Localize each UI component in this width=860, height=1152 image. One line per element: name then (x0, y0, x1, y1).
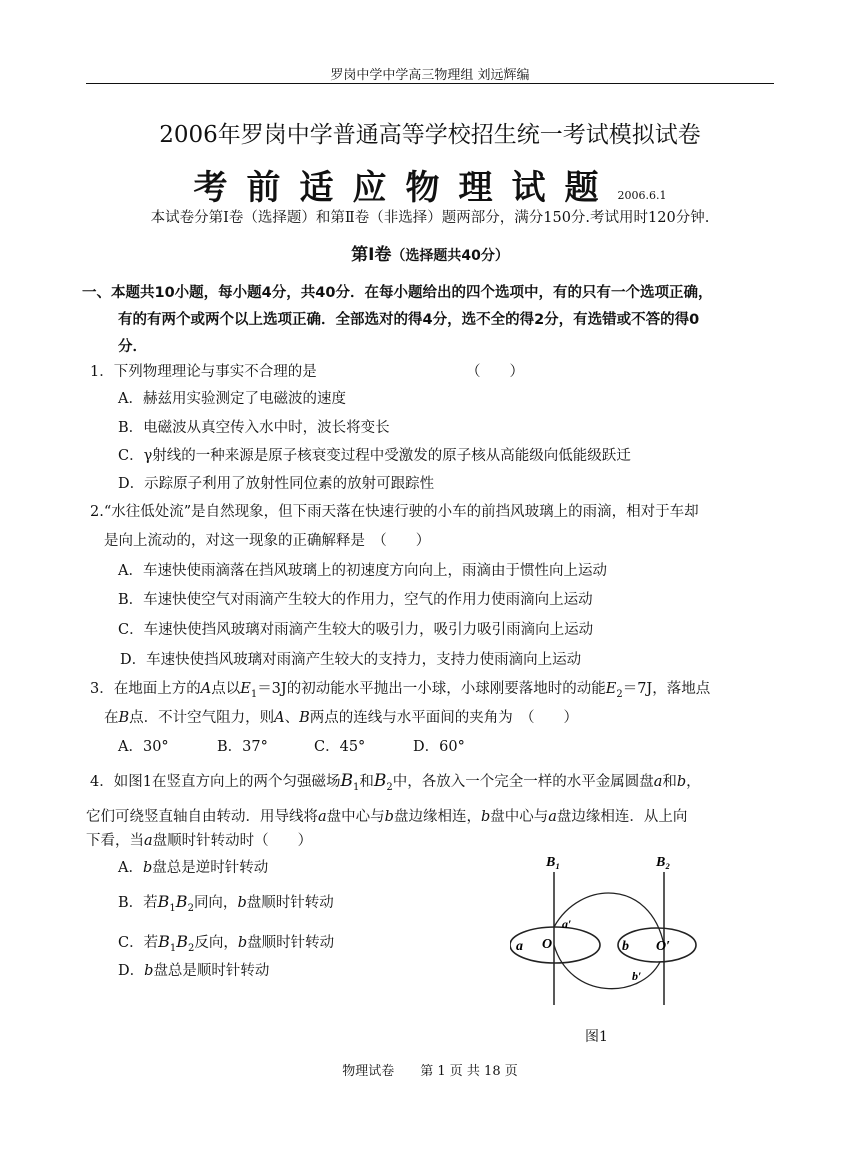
q3-text: 点以 (211, 681, 241, 697)
q3-sub-1: 1 (250, 688, 258, 700)
q4-option-a (118, 858, 268, 878)
q4-sub-2: 2 (188, 942, 195, 954)
q3-text: 3．在地面上方的 (90, 681, 201, 697)
main-title-row (0, 160, 860, 209)
q1-stem (90, 362, 317, 382)
part1-title (0, 240, 860, 265)
section1-line3: 分． (118, 339, 147, 355)
q3-sub-2: 2 (616, 688, 623, 700)
q3-option-d: D．60° (413, 739, 465, 755)
section1-line1: 一、本题共10小题，每小题4分，共40分．在每小题给出的四个选项中，有的只有一个选项正确， (82, 285, 713, 301)
q2-option-c: C．车速快使挡风玻璃对雨滴产生较大的吸引力，吸引力吸引雨滴向上运动 (118, 622, 594, 638)
q4-option-d (118, 961, 269, 981)
q4-disc-b: b (237, 935, 248, 951)
label-o: O (542, 937, 553, 952)
q4-text: 中，各放入一个完全一样的水平金属圆盘 (392, 774, 654, 790)
part1-title-note: （选择题共40分） (391, 248, 509, 264)
exam-title: 2006年罗岗中学普通高等学校招生统一考试模拟试卷 (159, 122, 701, 148)
q1-option-b: B．电磁波从真空传入水中时，波长将变长 (118, 420, 390, 436)
q3-symbol-e2: E (605, 681, 617, 697)
q3-point-b: B (299, 710, 310, 726)
q4-sub-1: 1 (169, 942, 177, 954)
q4-disc-b: b (142, 860, 153, 876)
q3-stem-line2 (104, 708, 578, 728)
q4-symbol-b: B (175, 892, 188, 911)
q4-text: 4．如图1在竖直方向上的两个匀强磁场 (90, 774, 341, 790)
q4-symbol-b: B (373, 771, 387, 791)
q4-text: 盘总是逆时针转动 (152, 860, 269, 876)
q3-point-b: B (118, 710, 130, 726)
q4-text: 反向， (194, 935, 238, 951)
page-footer: 物理试卷 第 1 页 共 18 页 (342, 1064, 518, 1079)
q4-text: 盘中心与 (490, 809, 549, 825)
q4-sub-1: 1 (169, 902, 176, 914)
main-title: 考前适应物理试题 (193, 168, 618, 208)
q4-disc-a: a (318, 809, 327, 825)
q4-text: 盘中心与 (326, 809, 385, 825)
q4-symbol-b: B (158, 932, 170, 951)
q4-text: B．若 (118, 895, 158, 911)
q4-sub-2: 2 (187, 902, 194, 914)
title-date: 2006.6.1 (617, 189, 667, 202)
q3-text: ＝3J的初动能水平抛出一小球，小球刚要落地时的动能 (257, 681, 606, 697)
q4-option-c (118, 932, 334, 959)
q4-text: 盘边缘相连， (393, 809, 481, 825)
q4-sub-1: 1 (352, 781, 360, 793)
q4-stem-line3 (86, 831, 312, 851)
disc-a (510, 927, 600, 963)
q3-text: 两点的连线与水平面间的夹角为 （ ） (309, 710, 579, 726)
q2-option-a: A．车速快使雨滴落在挡风玻璃上的初速度方向向上，雨滴由于惯性向上运动 (118, 563, 607, 579)
q3-point-a: A (200, 681, 212, 697)
label-b: b (622, 939, 629, 954)
q4-text: 盘顺时针转动 (246, 895, 334, 911)
q2-stem-line2: 是向上流动的，对这一现象的正确解释是 （ ） (104, 533, 431, 549)
q2-stem-line1: 2.“水往低处流”是自然现象，但下雨天落在快速行驶的小车的前挡风玻璃上的雨滴，相对于车却 (90, 504, 699, 520)
q3-option-a: A．30° (118, 739, 169, 755)
q4-text: 和 (359, 774, 374, 790)
q4-text: A． (118, 860, 143, 876)
q4-disc-b: b (676, 774, 687, 790)
q4-text: 盘总是顺时针转动 (153, 963, 270, 979)
q4-disc-b: b (237, 895, 247, 911)
q1-option-c: C．γ射线的一种来源是原子核衰变过程中受激发的原子核从高能级向低能级跃迁 (118, 448, 631, 464)
header-rule (86, 83, 774, 84)
q4-symbol-b: B (157, 892, 170, 911)
q3-text: 在 (104, 710, 119, 726)
q3-symbol-e1: E (240, 681, 251, 697)
q1-option-d: D．示踪原子利用了放射性同位素的放射可跟踪性 (118, 476, 435, 492)
q4-stem-line2 (86, 807, 687, 827)
q4-text: D． (118, 963, 145, 979)
q3-text: 点．不计空气阻力，则 (129, 710, 275, 726)
q4-disc-b: b (480, 809, 491, 825)
wire-a-center-to-b-edge (554, 945, 660, 989)
label-o-prime: O′ (656, 939, 671, 954)
q4-option-b (118, 892, 334, 919)
q4-symbol-b: B (176, 932, 189, 951)
part1-title-main: 第Ⅰ卷 (351, 245, 392, 265)
section1-instructions (82, 282, 776, 358)
q4-disc-b: b (144, 963, 154, 979)
label-b2: B₂ (656, 855, 671, 870)
q3-text: ＝7J，落地点 (622, 681, 711, 697)
q2-option-b: B．车速快使空气对雨滴产生较大的作用力，空气的作用力使雨滴向上运动 (118, 592, 593, 608)
q3-option-c: C．45° (314, 739, 366, 755)
q4-text: 盘顺时针转动 (247, 935, 335, 951)
label-b-prime: b′ (632, 969, 642, 983)
exam-intro: 本试卷分第Ⅰ卷（选择题）和第Ⅱ卷（非选择）题两部分，满分150分.考试用时120分钟. (150, 210, 710, 226)
section1-line2: 有的有两个或两个以上选项正确．全部选对的得4分，选不全的得2分，有选错或不答的得0 (118, 312, 700, 328)
q3-point-a: A (274, 710, 285, 726)
q1-option-a: A．赫兹用实验测定了电磁波的速度 (118, 391, 346, 407)
page-header: 罗岗中学中学高三物理组 刘远辉编 (330, 68, 530, 83)
label-a-prime: a′ (562, 917, 572, 931)
q4-stem-line1 (90, 771, 701, 798)
q4-text: 它们可绕竖直轴自由转动．用导线将 (86, 809, 318, 825)
q4-text: 盘边缘相连．从上向 (556, 809, 688, 825)
q4-text: 和 (662, 774, 677, 790)
figure-1-diagram (510, 850, 730, 1015)
q4-text: 下看，当 (86, 833, 144, 849)
q2-option-d: D．车速快使挡风玻璃对雨滴产生较大的支持力，支持力使雨滴向上运动 (120, 652, 582, 668)
q4-disc-a: a (144, 833, 153, 849)
q4-sub-2: 2 (386, 781, 393, 793)
figure-1-caption: 图1 (585, 1029, 608, 1045)
label-b1: B₁ (546, 855, 561, 870)
q4-text: C．若 (118, 935, 159, 951)
q4-symbol-b: B (340, 771, 353, 791)
q1-answer-blank: （ ） (466, 364, 524, 380)
q4-disc-a: a (548, 809, 557, 825)
q4-text: ， (686, 774, 701, 790)
q3-option-b: B．37° (217, 739, 268, 755)
q1-stem-text: 1．下列物理理论与事实不合理的是 (90, 364, 317, 380)
q4-disc-a: a (653, 774, 663, 790)
label-a: a (516, 939, 523, 954)
q4-disc-b: b (384, 809, 394, 825)
q4-text: 同向， (193, 895, 238, 911)
q4-text: 盘顺时针转动时（ ） (152, 833, 313, 849)
q3-text: 、 (284, 710, 300, 726)
q3-stem-line1 (90, 679, 710, 705)
